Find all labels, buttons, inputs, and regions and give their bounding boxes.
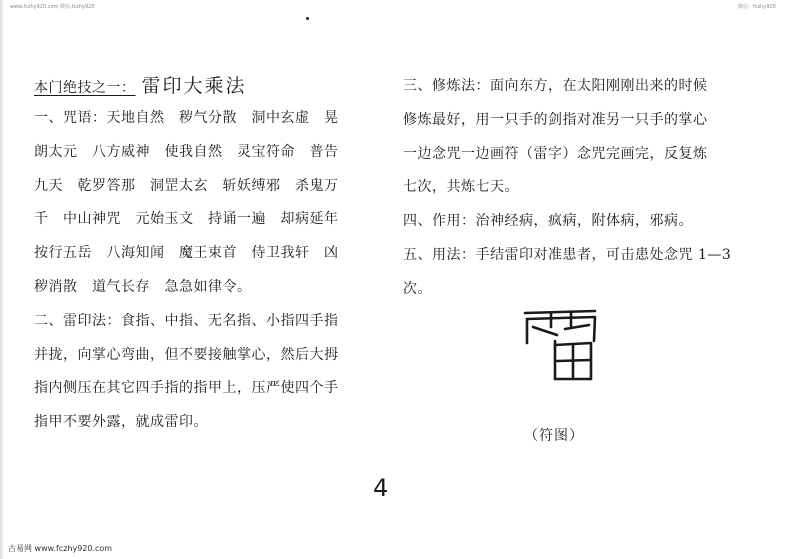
header-right-text: 微信：fczhy920 [738,4,776,10]
title-main: 雷印大乘法 [141,75,247,97]
right-column [403,70,748,307]
text-line: 指甲不要外露，就成雷印。 [34,414,208,431]
talisman-drawing [521,305,601,385]
section-title [34,70,369,102]
text-line: 按行五岳 八海知闻 魔王束首 侍卫我轩 凶 [34,245,339,262]
text-line: 修炼最好，用一只手的剑指对准另一只手的掌心 [403,111,708,128]
text-line: 指内侧压在其它四手指的指甲上，压严使四个手 [34,380,339,397]
text-line: 并拢，向掌心弯曲，但不要接触掌心，然后大拇 [34,346,339,363]
text-line: 一边念咒一边画符（雷字）念咒完画完，反复炼 [403,145,708,162]
title-prefix: 本门绝技之一： [34,80,136,96]
text-line: 次。 [403,280,432,297]
page-number: 4 [373,474,389,502]
header-left-text: www.fczhy920.com 微信:fczhy920 [10,4,95,10]
footer-site-text: 古易网 www.fczhy920.com [8,544,113,553]
left-column [34,70,369,440]
text-line: 一、咒语：天地自然 秽气分散 洞中玄虚 晃 [34,110,339,126]
text-line: 九天 乾罗答那 洞罡太玄 斩妖缚邪 杀鬼万 [34,177,339,194]
left-scan-edge [0,0,4,559]
text-line: 二、雷印法：食指、中指、无名指、小指四手指 [34,312,339,329]
text-line: 朗太元 八方威神 使我自然 灵宝符命 普告 [34,143,339,160]
text-line: 四、作用：治神经病，疯病，附体病，邪病。 [403,213,693,230]
scan-speck [306,17,309,20]
text-line: 三、修炼法：面向东方，在太阳刚刚出来的时候 [403,78,708,94]
text-line: 五、用法：手结雷印对准患者，可击患处念咒 1—3 [403,246,732,263]
figure-caption: （符图） [524,428,584,444]
text-line: 千 中山神咒 元始玉文 持诵一遍 却病延年 [34,211,339,228]
text-line: 七次，共炼七天。 [403,179,519,196]
text-line: 秽消散 道气长存 急急如律令。 [34,278,252,295]
